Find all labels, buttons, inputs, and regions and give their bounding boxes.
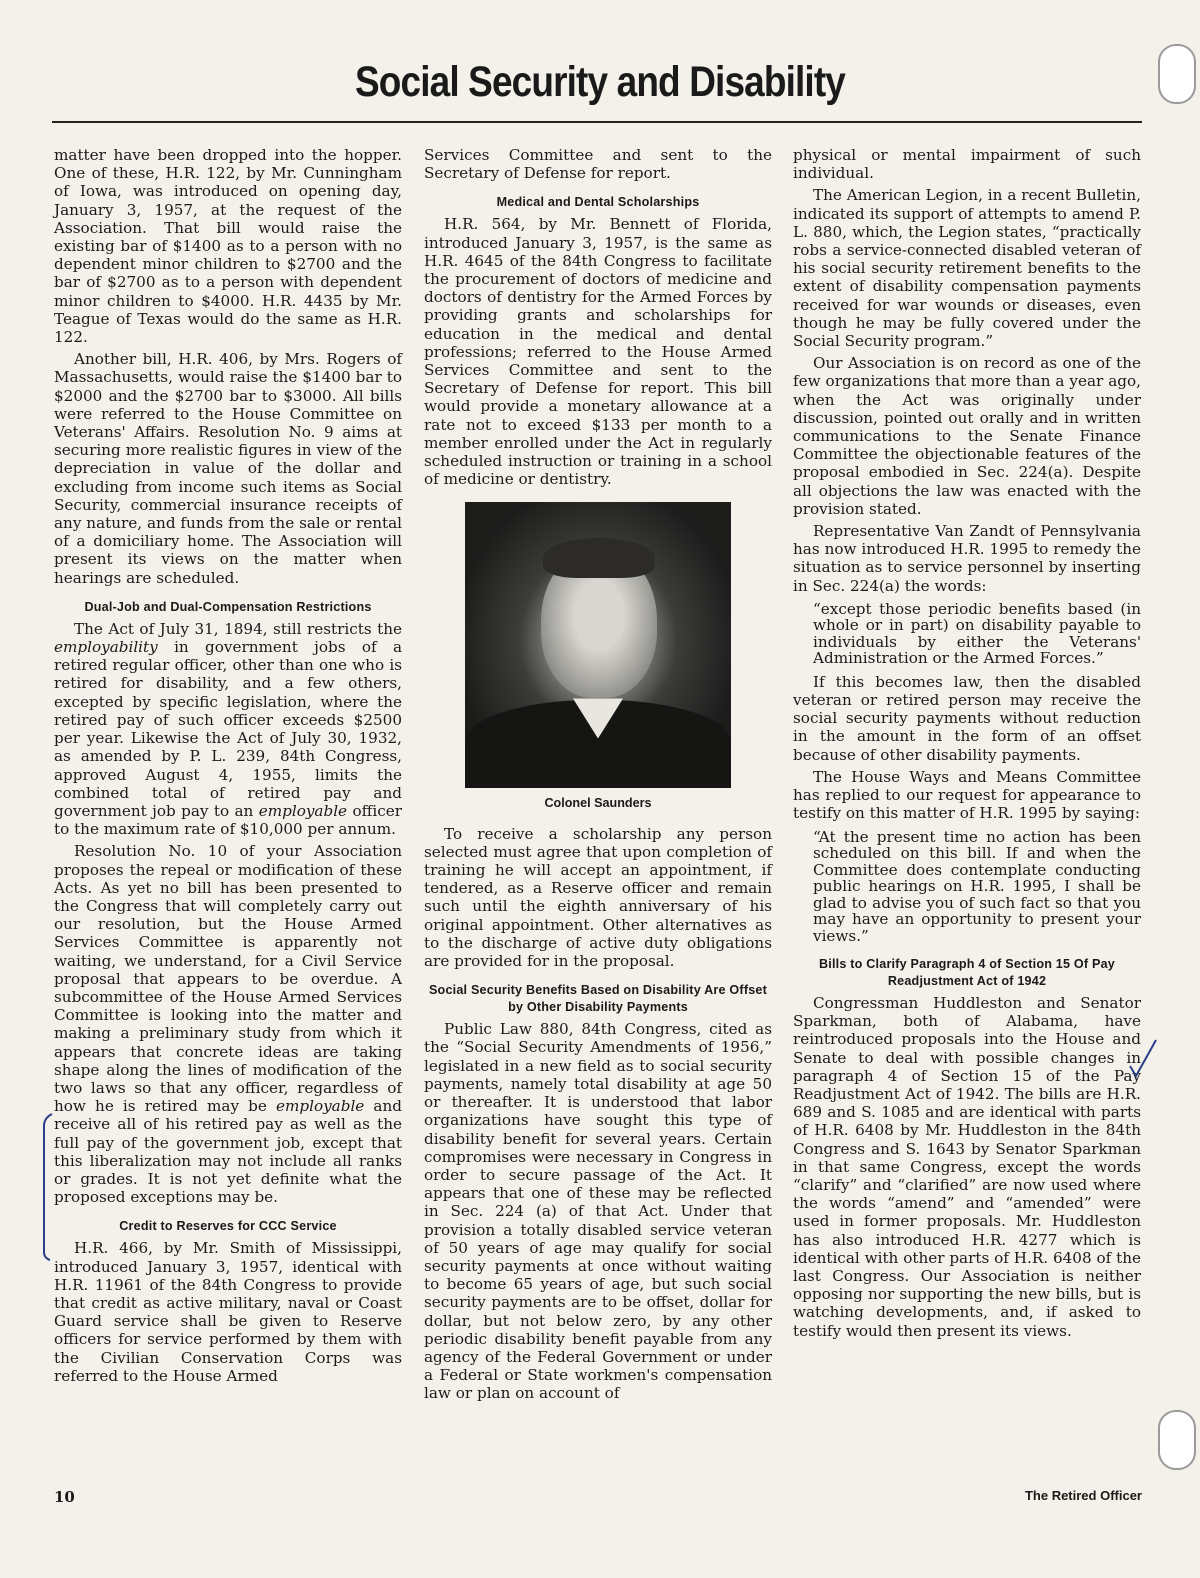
title-rule [52, 121, 1142, 123]
photo-hair [543, 538, 655, 578]
paragraph: Our Association is on record as one of the few organizations that more than a year ago, when the Act was originally under discussion, pointed out orally and in written communications to the Senate Finance Committee the objectionable features of the proposal embodied in Sec. 224(a). Despite all objections the law was enacted with the provision stated. [793, 354, 1141, 518]
paragraph: H.R. 564, by Mr. Bennett of Florida, introduced January 3, 1957, is the same as H.R. 4645 of the 84th Congress to facilitate the procurement of doctors of medicine and doctors of dentistry for the Armed Forces by providing grants and scholarships for education in the medical and dental professions; referred to the House Armed Services Committee and sent to the Secretary of Defense for report. This bill would provide a monetary allowance at a rate not to exceed $133 per month to a member enrolled under the Act in regularly scheduled instruction or training in a school of medicine or dentistry. [424, 215, 772, 489]
paragraph [54, 842, 402, 1206]
emphasis: employable [258, 801, 348, 820]
block-quote: “At the present time no action has been scheduled on this bill. If and when the Committee does contemplate conducting public hearings on H.R. 1995, I shall be glad to advise you of such fact so that you may have an opportunity to present your views.” [813, 827, 1141, 945]
paragraph: If this becomes law, then the disabled veteran or retired person may receive the social security payments without reduction in the amount in the form of an offset because of other disability payments. [793, 672, 1141, 764]
column-2 [424, 146, 772, 1403]
margin-bracket-annotation [40, 1112, 54, 1262]
paragraph: Representative Van Zandt of Pennsylvania has now introduced H.R. 1995 to remedy the situation as to service personnel by inserting in Sec. 224(a) the words: [793, 522, 1141, 595]
section-heading: Medical and Dental Scholarships [496, 195, 700, 210]
checkmark-annotation [1126, 1036, 1160, 1082]
paragraph: Another bill, H.R. 406, by Mrs. Rogers of Massachusetts, would raise the $1400 bar to $2000 and the $2700 bar to $3000. All bills were referred to the House Committee on Veterans' Affairs. Resolution No. 9 aims at securing more realistic figures in view of the depreciation in value of the dollar and excluding from income such items as Social Security, commercial insurance receipts of any nature, and funds from the sale or rental of a domiciliary home. The Association will present its views on the matter when hearings are scheduled. [54, 350, 402, 587]
page-title: Social Security and Disability [354, 58, 846, 106]
section-heading: Credit to Reserves for CCC Service [119, 1219, 337, 1234]
paragraph: matter have been dropped into the hopper. One of these, H.R. 122, by Mr. Cunningham of Iowa, was introduced on opening day, January 3, 1957, at the request of the Association. That bill would raise the existing bar of $1400 as to a person with no dependent minor children to $2700 and the bar of $2700 as to a person with dependent minor children to $4000. H.R. 4435 by Mr. Teague of Texas would do the same as H.R. 122. [54, 146, 402, 347]
paragraph: To receive a scholarship any person selected must agree that upon completion of training he will accept an appointment, if tendered, as a Reserve officer and remain such until the eighth anniversary of his original appointment. Other alternatives as to the discharge of active duty obligations are provided for in the proposal. [424, 824, 772, 971]
emphasis: employable [275, 1097, 365, 1116]
publication-name: The Retired Officer [1024, 1488, 1142, 1503]
paragraph: The American Legion, in a recent Bulletin, indicated its support of attempts to amend P. L. 880, which, the Legion states, “practically robs a service-connected disabled veteran of his social security retirement benefits to the extent of disability compensation payments received for war wounds or diseases, even though he may be fully covered under the Social Security program.” [793, 186, 1141, 351]
photo-caption: Colonel Saunders [544, 796, 652, 811]
paragraph [54, 620, 402, 838]
column-3 [793, 146, 1141, 1340]
text-run: in government jobs of a retired regular officer, other than one who is retired for disability, and a few others, excepted by specific legislation, where the retired pay of such officer exceeds $2500 per year. Likewise the Act of July 30, 1932, as amended by P. L. 239, 84th Congress, approved August 4, 1955, limits the combined total of retired pay and government job pay to an [54, 638, 402, 820]
text-run: Resolution No. 10 of your Association proposes the repeal or modification of these Acts. As yet no bill has been presented to the Congress that will completely carry out our resolution, but the House Armed Services Committee is apparently not waiting, we understand, for a Civil Service proposal that appears to be overdue. A subcommittee of the House Armed Services Committee is looking into the matter and making a preliminary study from which it appears that concrete ideas are taking shape along the lines of modification of the two laws so that any officer, regardless of how he is retired may be [54, 842, 402, 1116]
emphasis: employability [54, 638, 158, 657]
paragraph: physical or mental impairment of such individual. [793, 146, 1141, 183]
block-quote: “except those periodic benefits based (in whole or in part) on disability payable to individuals by either the Veterans' Administration or the Armed Forces.” [813, 599, 1141, 668]
page-number: 10 [54, 1488, 75, 1506]
text-run: officer to the maximum rate of $10,000 per annum. [54, 801, 403, 839]
text-run: and receive all of his retired pay as well as the full pay of the government job, except that this liberalization may not include all ranks or grades. It is not yet definite what the proposed exceptions may be. [54, 1097, 402, 1207]
text-run: The Act of July 31, 1894, still restricts the [74, 619, 402, 638]
column-1 [54, 146, 402, 1385]
paragraph: H.R. 466, by Mr. Smith of Mississippi, introduced January 3, 1957, identical with H.R. 11961 of the 84th Congress to provide that credit as active military, naval or Coast Guard service shall be given to Reserve officers for service performed by them with the Civilian Conservation Corps was referred to the House Armed [54, 1239, 402, 1385]
paragraph: Services Committee and sent to the Secretary of Defense for report. [424, 146, 772, 183]
section-heading: Dual-Job and Dual-Compensation Restrictions [84, 599, 372, 614]
section-heading: Social Security Benefits Based on Disability Are Offset by Other Disability Payments [428, 983, 768, 1015]
section-heading: Bills to Clarify Paragraph 4 of Section 15 Of Pay Readjustment Act of 1942 [818, 957, 1116, 988]
paragraph: Public Law 880, 84th Congress, cited as the “Social Security Amendments of 1956,” legislated in a new field as to social security payments, namely total disability at age 50 or thereafter. It is understood that labor organizations have sought this type of disability benefit for several years. Certain compromises were necessary in Congress in order to secure passage of the Act. It appears that one of these may be reflected in Sec. 224 (a) of that Act. Under that provision a totally disabled service veteran of 50 years of age may qualify for social security payments at once without waiting to become 65 years of age, but such social security payments are to be offset, dollar for dollar, but not below zero, by any other periodic disability benefit payable from any agency of the Federal Government or under a Federal or State workmen's compensation law or plan on account of [424, 1020, 772, 1403]
binder-hole-bottom [1158, 1410, 1196, 1470]
paragraph: The House Ways and Means Committee has replied to our request for appearance to testify on this matter of H.R. 1995 by saying: [793, 767, 1141, 823]
binder-hole-top [1158, 44, 1196, 104]
paragraph: Congressman Huddleston and Senator Sparkman, both of Alabama, have reintroduced proposals into the House and Senate to deal with possible changes in paragraph 4 of Section 15 of the Pay Readjustment Act of 1942. The bills are H.R. 689 and S. 1085 and are identical with parts of H.R. 6408 by Mr. Huddleston in the 84th Congress and S. 1643 by Senator Sparkman in that same Congress, except the words “clarify” and “clarified” are now used where the words “amend” and “amended” were used in former proposals. Mr. Huddleston has also introduced H.R. 4277 which is identical with other parts of H.R. 6408 of the last Congress. Our Association is neither opposing nor supporting the new bills, but is watching developments, and, if asked to testify would then present its views. [793, 994, 1141, 1340]
portrait-photo [465, 502, 731, 788]
